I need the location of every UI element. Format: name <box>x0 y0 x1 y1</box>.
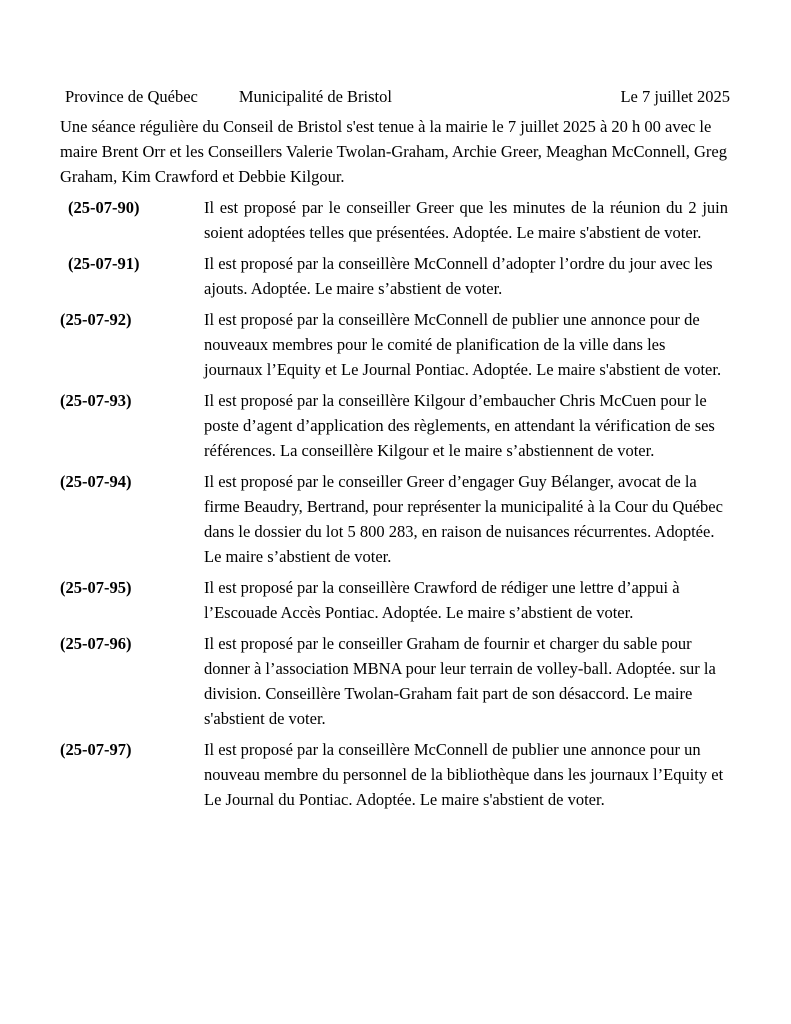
resolution-number: (25-07-97) <box>60 740 132 759</box>
resolution-number: (25-07-94) <box>60 472 132 491</box>
resolution-text: Il est proposé par le conseiller Greer que les minutes de la réunion du 2 juin soient adoptées telles que présentées. Adoptée. Le maire s'abstient de voter. <box>204 198 728 242</box>
resolutions-list <box>60 195 730 812</box>
resolution-number: (25-07-95) <box>60 578 132 597</box>
resolution-number: (25-07-96) <box>60 634 132 653</box>
resolution-text: Il est proposé par le conseiller Greer d’engager Guy Bélanger, avocat de la firme Beaudry, Bertrand, pour représenter la municipalité à la Cour du Québec dans le dossier du lot 5 800 283, en raison de nuisances récurrentes. Adoptée. Le maire s’abstient de voter. <box>204 472 723 566</box>
resolution-text: Il est proposé par la conseillère Crawford de rédiger une lettre d’appui à l’Escouade Accès Pontiac. Adoptée. Le maire s’abstient de voter. <box>204 578 680 622</box>
resolution-text: Il est proposé par la conseillère McConnell de publier une annonce pour de nouveaux membres pour le comité de planification de la ville dans les journaux l’Equity et Le Journal Pontiac. Adoptée. Le maire s'abstient de voter. <box>204 310 722 379</box>
resolution-item <box>60 469 730 569</box>
resolution-item <box>60 388 730 463</box>
resolution-text: Il est proposé par la conseillère Kilgour d’embaucher Chris McCuen pour le poste d’agent d’application des règlements, en attendant la vérification de ses références. La conseillère Kilgour et le maire s’abstiennent de voter. <box>204 391 715 460</box>
resolution-item <box>60 575 730 625</box>
resolution-number: (25-07-91) <box>68 254 140 273</box>
resolution-item <box>60 251 730 301</box>
header-province: Province de Québec <box>65 87 198 106</box>
resolution-number: (25-07-90) <box>68 198 140 217</box>
intro-paragraph: Une séance régulière du Conseil de Bristol s'est tenue à la mairie le 7 juillet 2025 à 20 h 00 avec le maire Brent Orr et les Conseillers Valerie Twolan-Graham, Archie Greer, Meaghan McConnell, Greg Graham, Kim Crawford et Debbie Kilgour. <box>60 117 727 186</box>
resolution-item <box>60 195 730 245</box>
resolution-text: Il est proposé par le conseiller Graham de fournir et charger du sable pour donner à l’association MBNA pour leur terrain de volley-ball. Adoptée. sur la division. Conseillère Twolan-Graham fait part de son désaccord. Le maire s'abstient de voter. <box>204 634 716 728</box>
resolution-number: (25-07-93) <box>60 391 132 410</box>
header-date: Le 7 juillet 2025 <box>620 87 730 106</box>
resolution-text: Il est proposé par la conseillère McConnell de publier une annonce pour un nouveau membre du personnel de la bibliothèque dans les journaux l’Equity et Le Journal du Pontiac. Adoptée. Le maire s'abstient de voter. <box>204 740 724 809</box>
resolution-number: (25-07-92) <box>60 310 132 329</box>
resolution-text: Il est proposé par la conseillère McConnell d’adopter l’ordre du jour avec les ajouts. Adoptée. Le maire s’abstient de voter. <box>204 254 713 298</box>
resolution-item <box>60 307 730 382</box>
document-header <box>60 84 730 109</box>
header-municipality: Municipalité de Bristol <box>238 87 392 106</box>
resolution-item <box>60 737 730 812</box>
resolution-item <box>60 631 730 731</box>
